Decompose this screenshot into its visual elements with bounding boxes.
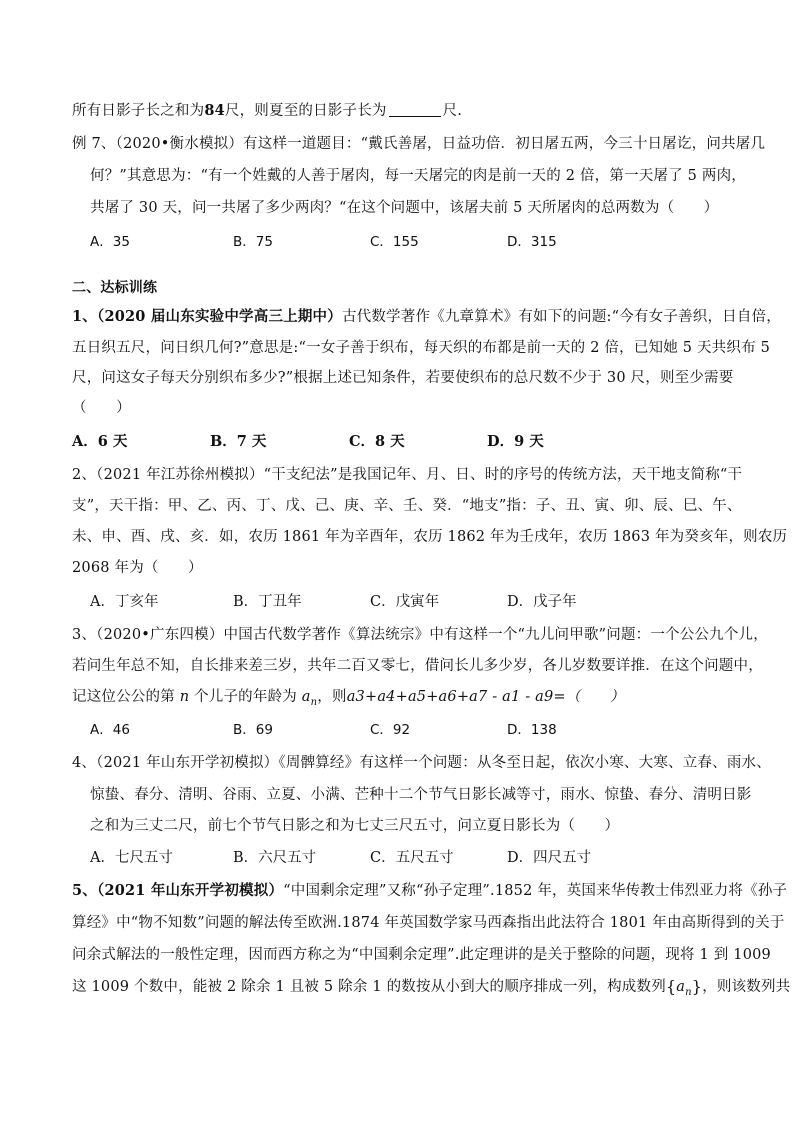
- option-c: C．8 天: [349, 433, 405, 450]
- q3-text-b: 个儿子的年龄为: [194, 689, 297, 705]
- option-d: D．315: [507, 234, 557, 250]
- q2-line2: 支”，天干指：甲、乙、丙、丁、戊、己、庚、辛、壬、癸．“地支”指：子、丑、寅、卯、辰、巳、午、: [72, 498, 742, 514]
- q4-line1: 4、（2021 年山东开学初模拟）《周髀算经》有这样一个问题：从冬至日起，依次小寒、大寒、立春、雨水、: [72, 755, 771, 771]
- prev-text-b: 尺，则夏至的日影子长为: [224, 103, 387, 119]
- var-a-n: $a_n$: [301, 689, 318, 708]
- prev-text-c: 尺.: [442, 103, 463, 119]
- q1-line3: 尺，问这女子每天分别织布多少?”根据上述已知条件，若要使织布的总尺数不少于 30 尺，则至少需要: [72, 370, 734, 386]
- q5-text-b: ，则该数列共: [702, 979, 791, 995]
- q5-line4: [72, 977, 791, 1003]
- q1-line4: （ ）: [72, 400, 131, 416]
- option-d: D．戊子年: [507, 594, 577, 610]
- q5-line1: [72, 881, 788, 901]
- q1-options: [72, 430, 712, 450]
- option-c: C．92: [370, 722, 411, 738]
- prev-text-a: 所有日影子长之和为: [72, 103, 205, 119]
- q4-line3: 之和为三丈二尺，前七个节气日影之和为七丈三尺五寸，问立夏日影长为（ ）: [90, 818, 620, 834]
- option-d: D．138: [507, 722, 557, 738]
- q3-text-a: 记这位公公的第: [72, 689, 175, 705]
- option-d: D．四尺五寸: [507, 850, 592, 866]
- section-title: 二、达标训练: [72, 280, 158, 296]
- q3-expression: a3+a4+a5+a6+a7 - a1 - a9=（ ）: [346, 689, 625, 705]
- option-a: A．七尺五寸: [90, 850, 173, 866]
- option-b: B．69: [233, 722, 273, 738]
- q1-text: 古代数学著作《九章算术》有如下的问题:“今有女子善织，日自倍，: [341, 309, 781, 325]
- q3-text-c: ，则: [317, 689, 347, 705]
- q5-line2: 算经》中“物不知数”问题的解法传至欧洲.1874 年英国数学家马西森指出此法符合 1801 年由高斯得到的关于: [72, 915, 785, 931]
- option-c: C．155: [370, 234, 419, 250]
- prev-number: 84: [204, 102, 225, 119]
- q4-line2: 惊蛰、春分、清明、谷雨、立夏、小满、芒种十二个节气日影长减等寸，雨水、惊蛰、春分、清明日影: [90, 787, 752, 803]
- option-c: C．戊寅年: [370, 594, 440, 610]
- option-a: A．6 天: [72, 433, 128, 450]
- q5-line3: 问余式解法的一般性定理，因而西方称之为“中国剩余定理”.此定理讲的是关于整除的问题，现将 1 到 1009: [72, 947, 771, 963]
- var-n: n: [179, 689, 190, 705]
- example7-line3: 共屠了 30 天，问一共屠了多少两肉？“在这个问题中，该屠夫前 5 天所屠肉的总两数为（ ）: [90, 200, 719, 216]
- q4-options: [90, 846, 730, 866]
- q5-source: 5、（2021 年山东开学初模拟）: [72, 882, 284, 899]
- q3-options: [90, 718, 730, 738]
- option-b: B．丁丑年: [233, 594, 302, 610]
- example7-line2: 何？”其意思为：“有一个姓戴的人善于屠肉，每一天屠完的肉是前一天的 2 倍，第一天屠了 5 两肉，: [90, 168, 747, 184]
- example7-options: [90, 230, 730, 250]
- option-b: B．7 天: [210, 433, 267, 450]
- option-b: B．75: [233, 234, 273, 250]
- option-a: A．丁亥年: [90, 594, 159, 610]
- answer-blank: [389, 102, 441, 117]
- q3-line3: [72, 687, 734, 713]
- option-a: A．46: [90, 722, 130, 738]
- q5-text-a: 这 1009 个数中，能被 2 除余 1 且被 5 除余 1 的数按从小到大的顺序排成一列，构成数列: [72, 979, 666, 995]
- q5-text: “中国剩余定理”又称“孙子定理”.1852 年，英国来华传教士伟烈亚力将《孙子: [283, 883, 788, 899]
- sequence-an: $\{a_n\}$: [665, 977, 703, 998]
- q2-line3: 未、申、酉、戌、亥．如，农历 1861 年为辛酉年，农历 1862 年为壬戌年，农历 1863 年为癸亥年，则农历: [72, 529, 788, 545]
- q3-line2: 若问生年总不知，自长排来差三岁，共年二百又零七，借问长儿多少岁，各儿岁数要详推．在这个问题中，: [72, 658, 763, 674]
- q1-source: 1、（2020 届山东实验中学高三上期中）: [72, 308, 342, 325]
- q2-options: [90, 590, 730, 610]
- q3-line1: 3、（2020•广东四模）中国古代数学著作《算法统宗》中有这样一个“九儿问甲歌”问题：一个公公九个儿，: [72, 627, 768, 643]
- q2-line1: 2、（2021 年江苏徐州模拟）“干支纪法”是我国记年、月、日、时的序号的传统方法，天干地支简称“干: [72, 467, 743, 483]
- option-a: A．35: [90, 234, 130, 250]
- option-c: C．五尺五寸: [370, 850, 454, 866]
- q1-line1: [72, 307, 781, 327]
- example7-line1: 例 7、（2020•衡水模拟）有这样一道题目：“戴氏善屠，日益功倍．初日屠五两，今三十日屠讫，问共屠几: [72, 136, 766, 152]
- q1-line2: 五日织五尺，问日织几何?”意思是:“一女子善于织布，每天织的布都是前一天的 2 倍，已知她 5 天共织布 5: [72, 340, 771, 356]
- option-d: D．9 天: [487, 433, 544, 450]
- prev-problem-tail: [72, 101, 734, 121]
- q2-line4: 2068 年为（ ）: [72, 560, 203, 576]
- option-b: B．六尺五寸: [233, 850, 317, 866]
